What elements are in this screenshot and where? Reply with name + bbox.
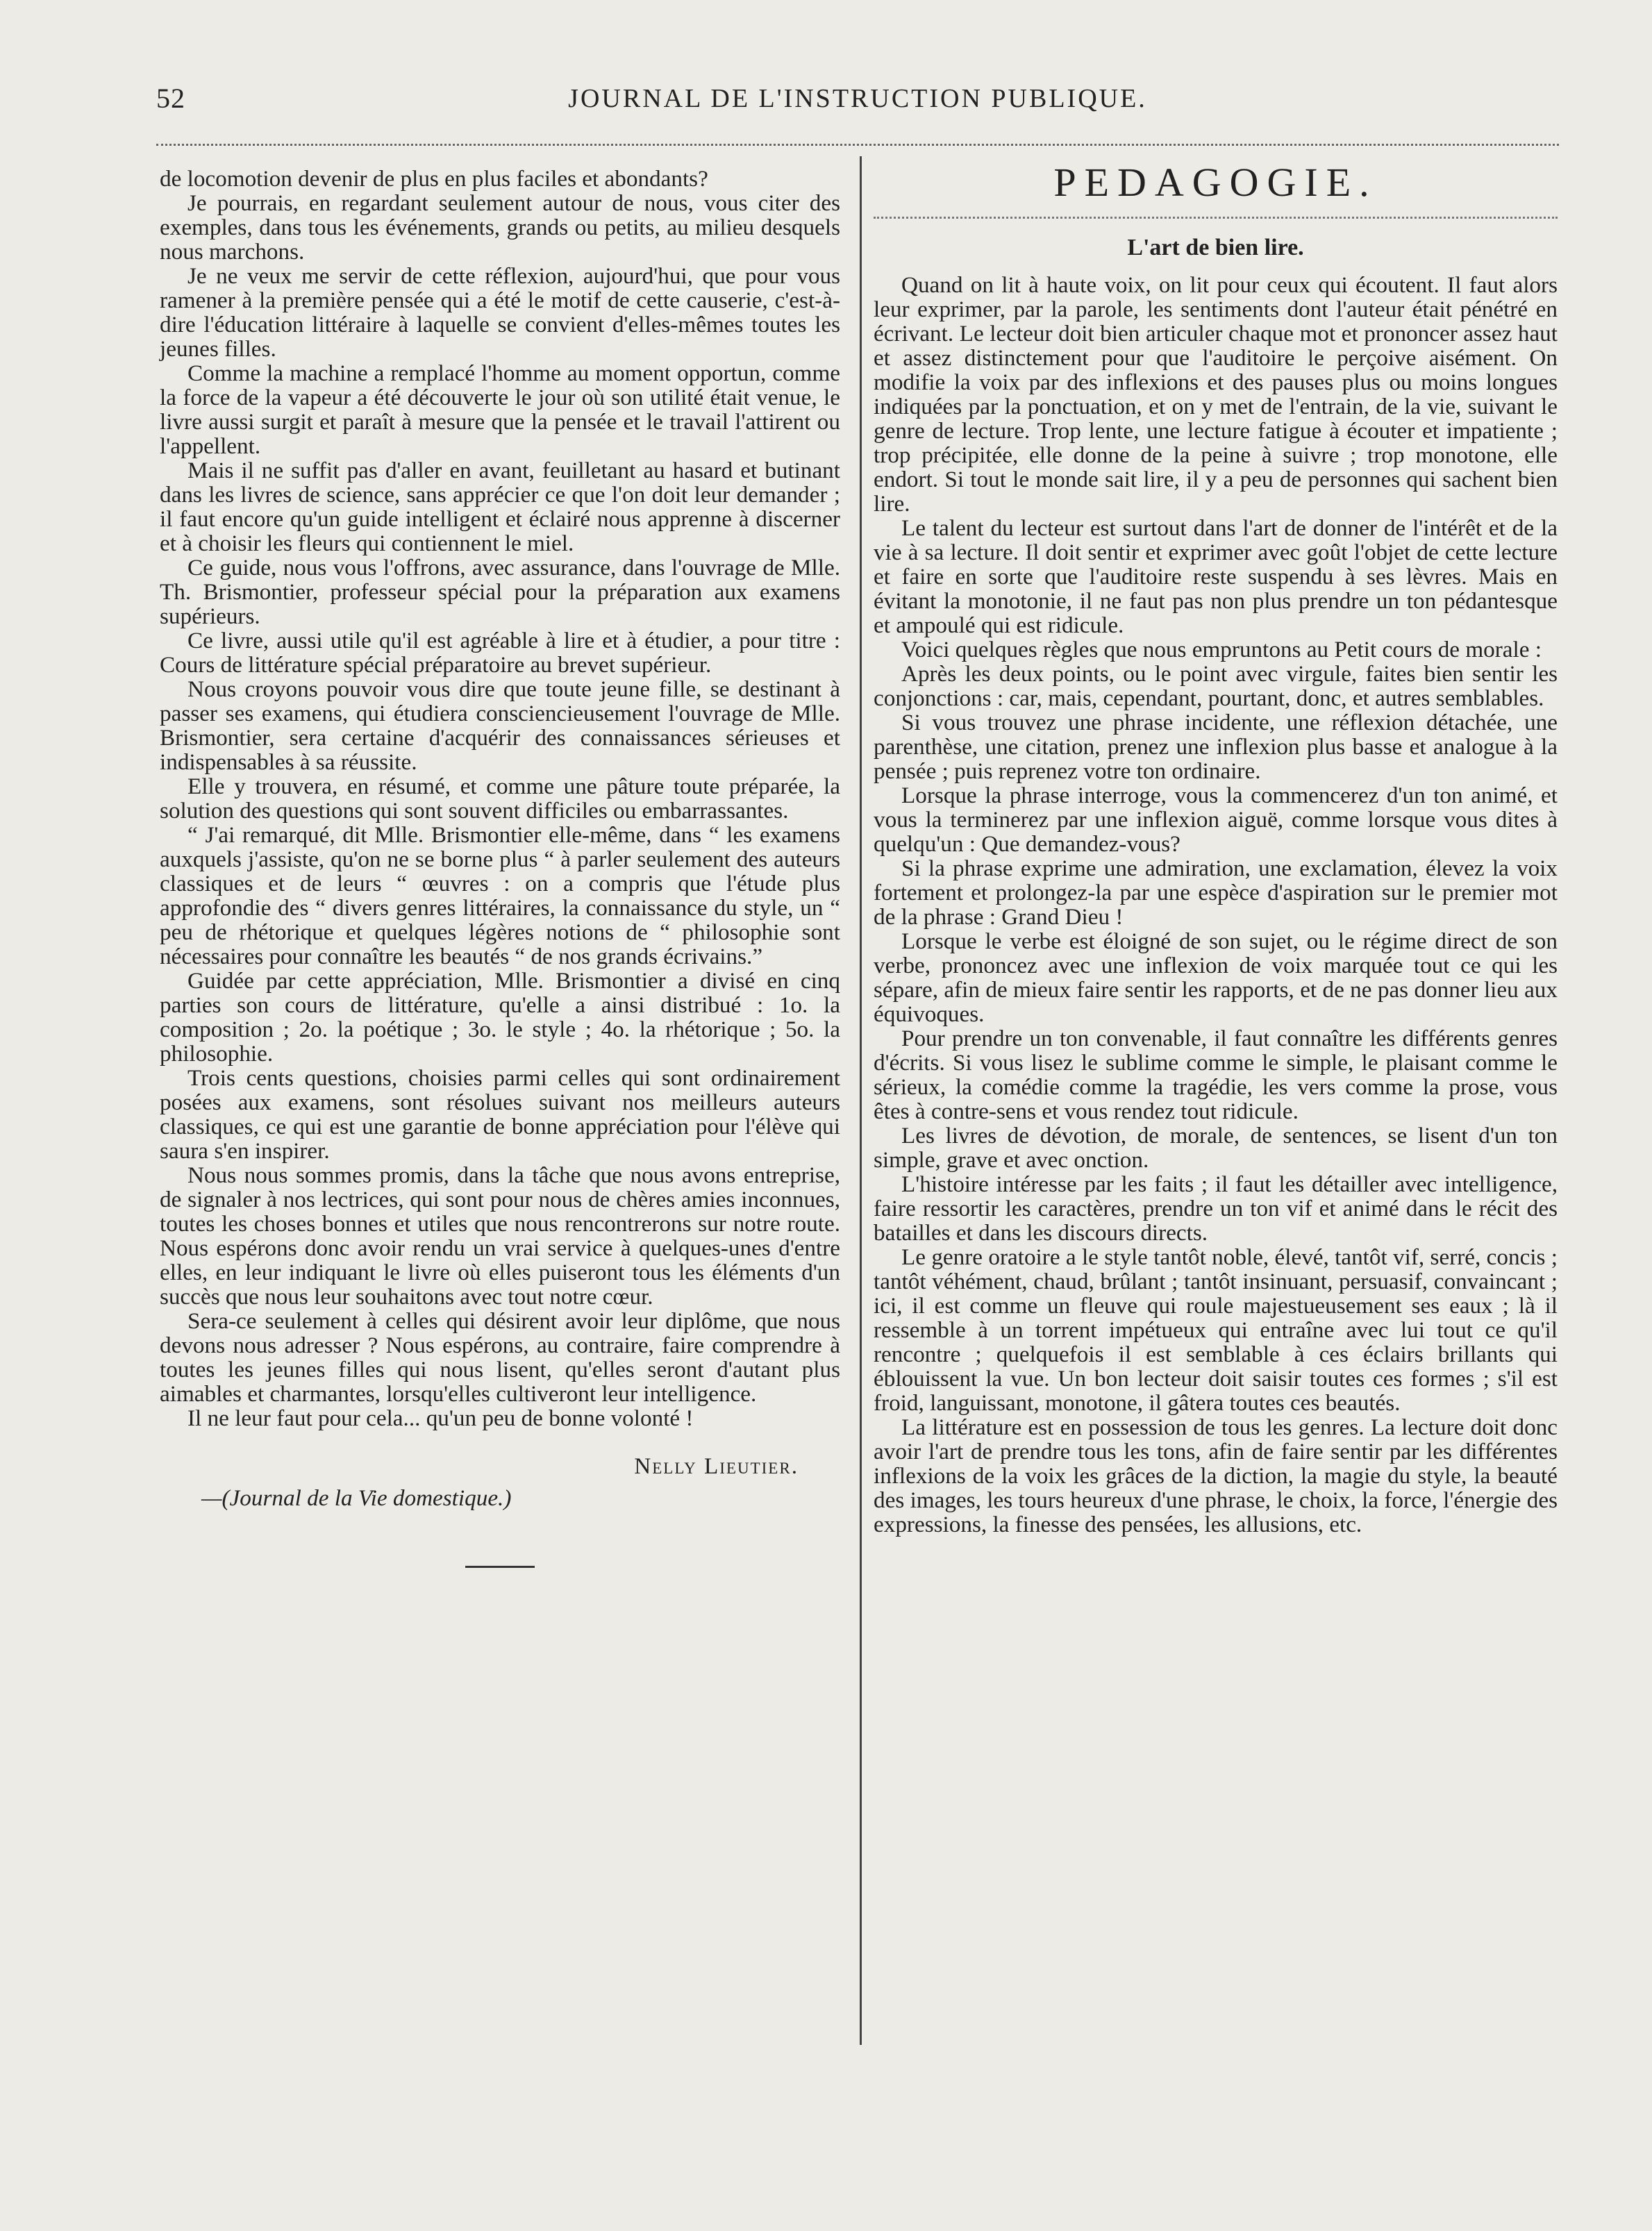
paragraph: de locomotion devenir de plus en plus faciles et abondants? xyxy=(160,166,708,192)
paragraph: Si vous trouvez une phrase incidente, une réflexion détachée, une parenthèse, une citation, prenez une inflexion plus basse et analogue à la pensée ; puis reprenez votre ton ordinaire. xyxy=(874,710,1558,784)
paragraph: Je ne veux me servir de cette réflexion, aujourd'hui, que pour vous ramener à la première pensée qui a été le motif de cette causerie, c'est-à-dire l'éducation littéraire à laquelle se convient d'elles-mêmes toutes les jeunes filles. xyxy=(160,263,840,362)
paragraph: Lorsque le verbe est éloigné de son sujet, ou le régime direct de son verbe, prononcez avec une inflexion de voix marquée tout ce qui les sépare, afin de mieux faire sentir les rapports, et de ne pas donner lieu aux équivoques. xyxy=(874,928,1558,1027)
journal-title: JOURNAL DE L'INSTRUCTION PUBLIQUE. xyxy=(568,84,1147,113)
paragraph: Les livres de dévotion, de morale, de sentences, se lisent d'un ton simple, grave et avec onction. xyxy=(874,1123,1558,1173)
section-rule xyxy=(874,217,1558,219)
paragraph: Après les deux points, ou le point avec virgule, faites bien sentir les conjonctions : car, mais, cependant, pourtant, donc, et autres semblables. xyxy=(874,661,1558,711)
paragraph: Ce livre, aussi utile qu'il est agréable à lire et à étudier, a pour titre : Cours de littérature spécial préparatoire au brevet supérieur. xyxy=(160,628,840,678)
paragraph: Trois cents questions, choisies parmi celles qui sont ordinairement posées aux examens, sont résolues suivant nos meilleurs auteurs classiques, ce qui est une garantie de bonne appréciation pour l'élève qui saura s'en inspirer. xyxy=(160,1065,840,1164)
paragraph: Pour prendre un ton convenable, il faut connaître les différents genres d'écrits. Si vous lisez le sublime comme le simple, le plaisant comme le sérieux, la comédie comme la tragédie, les vers comme la prose, vous êtes à contre-sens et vous rendez tout ridicule. xyxy=(874,1026,1558,1124)
paragraph: Le genre oratoire a le style tantôt noble, élevé, tantôt vif, serré, concis ; tantôt véhément, chaud, brûlant ; tantôt insinuant, persuasif, convaincant ; ici, il est comme un fleuve qui roule majestueusement ses eaux ; là il ressemble à un torrent impétueux qui entraîne avec lui tout ce qu'il rencontre ; quelquefois il est semblable à ces éclairs brillants qui éblouissent la vue. Un bon lecteur doit saisir toutes ces formes ; s'il est froid, languissant, monotone, il gâtera toutes ces beautés. xyxy=(874,1244,1558,1416)
paragraph: Guidée par cette appréciation, Mlle. Brismontier a divisé en cinq parties son cours de littérature, qu'elle a ainsi distribué : 1o. la composition ; 2o. la poétique ; 3o. le style ; 4o. la rhétorique ; 5o. la philosophie. xyxy=(160,968,840,1067)
column-divider xyxy=(860,156,862,2045)
paragraph: Nous croyons pouvoir vous dire que toute jeune fille, se destinant à passer ses examens, qui étudiera consciencieusement l'ouvrage de Mlle. Brismontier, sera certaine d'acquérir des connaissances sérieuses et indispensables à sa réussite. xyxy=(160,676,840,775)
quotation-paragraph: “ J'ai remarqué, dit Mlle. Brismontier elle-même, dans “ les examens auxquels j'assiste, qu'on ne se borne plus “ à parler seulement des auteurs classiques et de leurs “ œuvres : on a compris que l'étude plus approfondie des “ divers genres littéraires, la connaissance du style, un “ peu de rhétorique et quelques légères notions de “ philosophie sont nécessaires pour connaître les beautés “ de nos grands écrivains.” xyxy=(160,822,840,969)
paragraph: Si la phrase exprime une admiration, une exclamation, élevez la voix fortement et prolongez-la par une espèce d'aspiration sur le premier mot de la phrase : Grand Dieu ! xyxy=(874,855,1558,930)
header-rule xyxy=(156,144,1559,146)
right-column xyxy=(874,158,1558,1537)
paragraph: Quand on lit à haute voix, on lit pour ceux qui écoutent. Il faut alors leur exprimer, par la parole, les sentiments dont l'auteur était pénétré en écrivant. Le lecteur doit bien articuler chaque mot et prononcer assez haut et assez distinctement pour que l'auditoire le perçoive aisément. On modifie la voix par des inflexions et des pauses plus ou moins longues indiquées par la ponctuation, et on y met de l'entrain, de la vie, suivant le genre de lecture. Trop lente, une lecture fatigue à écouter et impatiente ; trop précipitée, elle donne de la peine à suivre ; trop monotone, elle endort. Si tout le monde sait lire, il y a peu de personnes qui sachent bien lire. xyxy=(874,272,1558,517)
page-number: 52 xyxy=(156,83,185,114)
paragraph: Il ne leur faut pour cela... qu'un peu de bonne volonté ! xyxy=(187,1405,694,1431)
paragraph: Comme la machine a remplacé l'homme au moment opportun, comme la force de la vapeur a été découverte le jour où son utilité était venue, le livre aussi surgit et paraît à mesure que la pensée et le travail l'attirent ou l'appellent. xyxy=(160,360,840,459)
paragraph: Lorsque la phrase interroge, vous la commencerez d'un ton animé, et vous la terminerez par une inflexion aiguë, comme lorsque vous dites à quelqu'un : Que demandez-vous? xyxy=(874,783,1558,857)
article-title: L'art de bien lire. xyxy=(1127,235,1304,260)
paragraph: Nous nous sommes promis, dans la tâche que nous avons entreprise, de signaler à nos lectrices, qui sont pour nous de chères amies inconnues, toutes les choses bonnes et utiles que nous rencontrerons sur notre route. Nous espérons donc avoir rendu un vrai service à quelques-unes d'entre elles, en leur indiquant le livre où elles puiseront tous les éléments d'un succès que nous leur souhaitons avec tout notre cœur. xyxy=(160,1162,840,1310)
paragraph: La littérature est en possession de tous les genres. La lecture doit donc avoir l'art de prendre tous les tons, afin de faire sentir par les différentes inflexions de la voix les grâces de la diction, la magie du style, la beauté des images, les tours heureux d'une phrase, le choix, la force, l'énergie des expressions, la finesse des pensées, les allusions, etc. xyxy=(874,1414,1558,1537)
paragraph: Ce guide, nous vous l'offrons, avec assurance, dans l'ouvrage de Mlle. Th. Brismontier, professeur spécial pour la préparation aux examens supérieurs. xyxy=(160,555,840,629)
paragraph: Sera-ce seulement à celles qui désirent avoir leur diplôme, que nous devons nous adresser ? Nous espérons, au contraire, faire comprendre à toutes les jeunes filles qui nous lisent, qu'elles seront d'autant plus aimables et charmantes, lorsqu'elles cultiveront leur intelligence. xyxy=(160,1308,840,1407)
paragraph: Je pourrais, en regardant seulement autour de nous, vous citer des exemples, dans tous les événements, grands ou petits, au milieu desquels nous marchons. xyxy=(160,190,840,265)
paragraph: Le talent du lecteur est surtout dans l'art de donner de l'intérêt et de la vie à sa lecture. Il doit sentir et exprimer avec goût l'objet de cette lecture et faire en sorte que l'auditoire reste suspendu à ses lèvres. Mais en évitant la monotonie, il ne faut pas non plus prendre un ton pédantesque et ampoulé qui est ridicule. xyxy=(874,515,1558,638)
left-column xyxy=(160,167,840,1568)
page-header xyxy=(156,82,1559,124)
paragraph: L'histoire intéresse par les faits ; il faut les détailler avec intelligence, faire ressortir les caractères, prendre un ton vif et animé dans le récit des batailles et dans les discours directs. xyxy=(874,1171,1558,1246)
paragraph: Mais il ne suffit pas d'aller en avant, feuilletant au hasard et butinant dans les livres de science, sans apprécier ce que l'on doit leur demander ; il faut encore qu'un guide intelligent et éclairé nous apprenne à discerner et à choisir les fleurs qui contiennent le miel. xyxy=(160,458,840,556)
section-title: PEDAGOGIE. xyxy=(1053,160,1378,205)
paragraph: Elle y trouvera, en résumé, et comme une pâture toute préparée, la solution des questions qui sont souvent difficiles ou embarrassantes. xyxy=(160,774,840,824)
author-signature: Nelly Lieutier. xyxy=(634,1453,799,1479)
source-citation: —(Journal de la Vie domestique.) xyxy=(201,1485,512,1511)
end-rule xyxy=(465,1566,535,1568)
paragraph: Voici quelques règles que nous empruntons au Petit cours de morale : xyxy=(901,637,1542,662)
